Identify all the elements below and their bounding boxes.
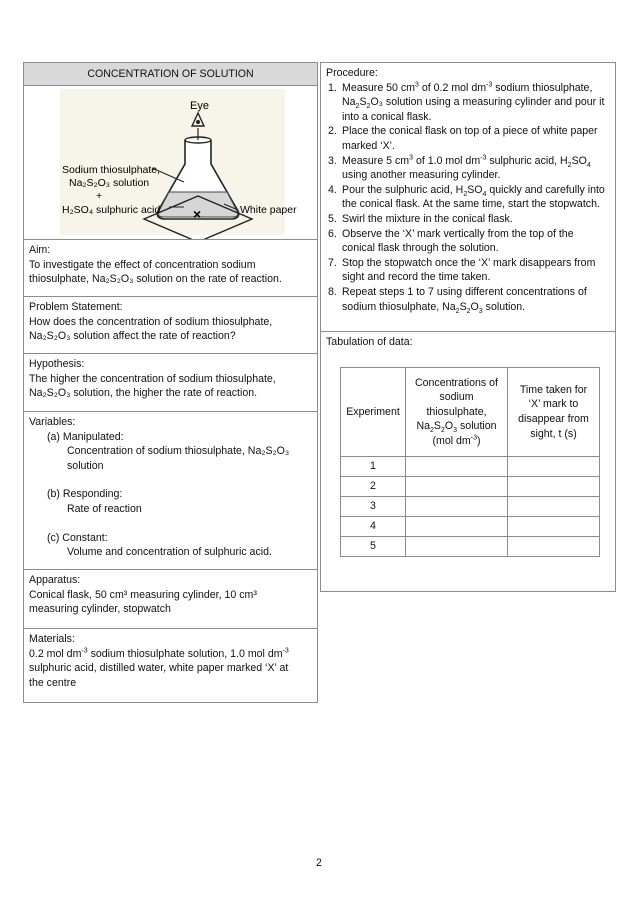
time-cell xyxy=(508,537,600,557)
problem-heading: Problem Statement: xyxy=(29,301,123,313)
solution-label-1: Sodium thiosulphate, xyxy=(62,164,161,176)
hypothesis-line: Na₂S₂O₃ solution, the higher the rate of reaction. xyxy=(29,387,258,400)
concentration-cell xyxy=(406,537,508,557)
materials-line: sulphuric acid, distilled water, white paper marked ‘X’ at xyxy=(29,662,289,675)
constant-label: (c) Constant: xyxy=(47,531,108,544)
tabulation-heading: Tabulation of data: xyxy=(326,336,413,348)
experiment-cell: 2 xyxy=(341,477,406,497)
problem-section xyxy=(24,296,317,353)
plus-sign: + xyxy=(96,190,103,202)
problem-line: Na₂S₂O₃ solution affect the rate of reaction? xyxy=(29,330,236,343)
manipulated-label: (a) Manipulated: xyxy=(47,430,124,443)
figure-section xyxy=(24,85,317,239)
responding-label: (b) Responding: xyxy=(47,488,123,501)
procedure-step: 8. Repeat steps 1 to 7 using different concentrations of sodium thiosulphate, $Na_2S_2O_3$ solution. xyxy=(328,285,587,315)
concentration-cell xyxy=(406,517,508,537)
table-header-row xyxy=(341,368,600,457)
apparatus-line: measuring cylinder, stopwatch xyxy=(29,603,171,616)
right-column xyxy=(320,62,616,592)
time-cell xyxy=(508,497,600,517)
table-row xyxy=(341,497,600,517)
aim-section xyxy=(24,239,317,296)
procedure-list xyxy=(326,81,610,315)
apparatus-section xyxy=(24,569,317,628)
manipulated-text: solution xyxy=(67,459,104,472)
responding-text: Rate of reaction xyxy=(67,502,142,515)
procedure-section xyxy=(321,63,615,331)
concentration-cell xyxy=(406,477,508,497)
apparatus-line: Conical flask, 50 cm³ measuring cylinder, 10 cm³ xyxy=(29,588,257,601)
concentration-cell xyxy=(406,497,508,517)
procedure-step: 2. Place the conical flask on top of a piece of white paper marked ‘X’. xyxy=(328,125,598,152)
procedure-step: 6. Observe the ‘X’ mark vertically from the top of the conical flask through the solution. xyxy=(328,227,574,255)
aim-line: thiosulphate, Na₂S₂O₃ solution on the rate of reaction. xyxy=(29,273,282,286)
x-mark: × xyxy=(193,206,202,222)
procedure-step: 7. Stop the stopwatch once the ‘X’ mark disappears from sight and record the time taken. xyxy=(328,256,596,284)
experiment-cell: 3 xyxy=(341,497,406,517)
data-table xyxy=(340,367,600,557)
procedure-heading: Procedure: xyxy=(326,67,378,79)
table-row xyxy=(341,537,600,557)
procedure-step: 4. Pour the sulphuric acid, $H_2SO_4$ quickly and carefully into the conical flask. At the same time, start the stopwatch. xyxy=(328,183,605,211)
hypothesis-heading: Hypothesis: xyxy=(29,358,85,370)
variables-heading: Variables: xyxy=(29,416,76,428)
header-concentration: Concentrations of sodium thiosulphate, $Na_2S_2O_3$ solution (mol $dm^{-3}$) xyxy=(406,368,508,457)
apparatus-heading: Apparatus: xyxy=(29,574,81,586)
experiment-cell: 5 xyxy=(341,537,406,557)
acid-label: H₂SO₄ sulphuric acid xyxy=(62,204,161,216)
experiment-cell: 4 xyxy=(341,517,406,537)
eye-label: Eye xyxy=(190,100,209,112)
left-column xyxy=(23,62,318,703)
time-cell xyxy=(508,517,600,537)
table-row xyxy=(341,517,600,537)
flask-diagram xyxy=(24,86,317,240)
manipulated-text: Concentration of sodium thiosulphate, Na₂S₂O₃ xyxy=(67,445,290,458)
paper-label: White paper xyxy=(240,204,297,216)
header-time: Time taken for ‘X’ mark to disappear from sight, t (s) xyxy=(508,368,600,457)
experiment-cell: 1 xyxy=(341,457,406,477)
hypothesis-section xyxy=(24,353,317,411)
page-number: 2 xyxy=(316,857,322,869)
time-cell xyxy=(508,457,600,477)
table-row xyxy=(341,477,600,497)
table-row xyxy=(341,457,600,477)
procedure-step: 1. Measure 50 $cm^3$ of 0.2 mol $dm^{-3}$ sodium thiosulphate, $Na_2S_2O_3$ solution using a measuring cylinder and pour it into a conical flask. xyxy=(328,81,605,123)
aim-heading: Aim: xyxy=(29,244,51,256)
time-cell xyxy=(508,477,600,497)
procedure-step: 5. Swirl the mixture in the conical flask. xyxy=(328,212,513,225)
constant-text: Volume and concentration of sulphuric acid. xyxy=(67,546,272,559)
solution-label-2: Na₂S₂O₃ solution xyxy=(69,177,150,189)
problem-line: How does the concentration of sodium thiosulphate, xyxy=(29,315,273,328)
tabulation-section xyxy=(321,331,615,591)
materials-line: the centre xyxy=(29,676,77,689)
section-title: CONCENTRATION OF SOLUTION xyxy=(24,63,317,85)
procedure-step: 3. Measure 5 $cm^3$ of 1.0 mol $dm^{-3}$ sulphuric acid, $H_2SO_4$ using another measuring cylinder. xyxy=(328,154,591,182)
materials-heading: Materials: xyxy=(29,633,75,645)
materials-section xyxy=(24,628,317,702)
hypothesis-line: The higher the concentration of sodium thiosulphate, xyxy=(29,372,276,385)
variables-section xyxy=(24,411,317,569)
materials-line: 0.2 mol $dm^{-3}$ sodium thiosulphate solution, 1.0 mol $dm^{-3}$ xyxy=(29,647,289,660)
aim-line: To investigate the effect of concentration sodium xyxy=(29,258,256,271)
concentration-cell xyxy=(406,457,508,477)
header-experiment: Experiment xyxy=(341,368,406,457)
